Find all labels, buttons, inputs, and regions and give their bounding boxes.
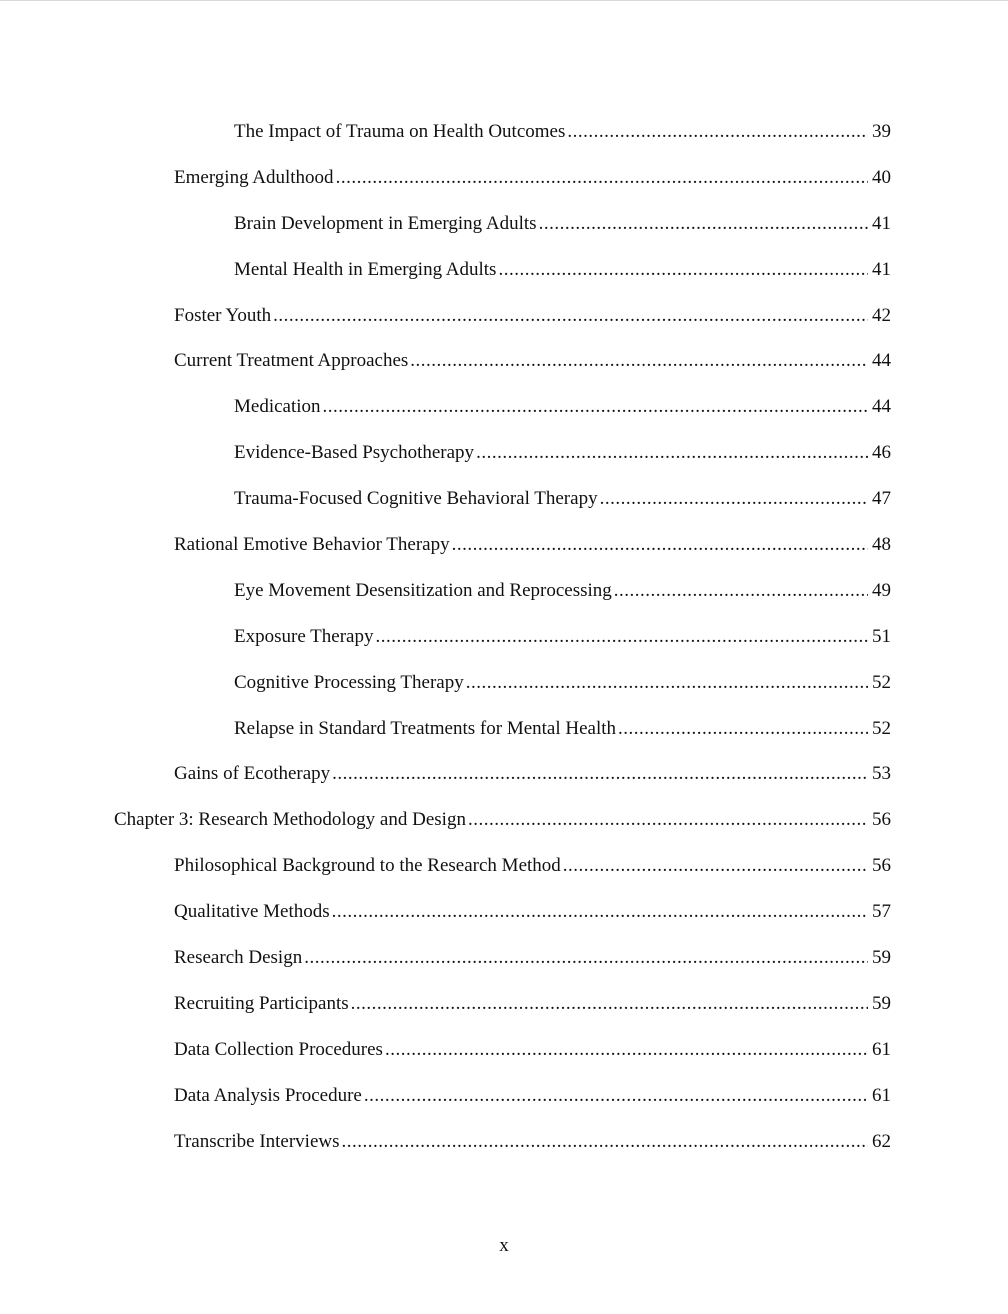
toc-entry-title: Eye Movement Desensitization and Reprocessing [234,568,614,614]
toc-entry-title: Data Analysis Procedure [174,1073,364,1119]
toc-entry [0,1027,1008,1073]
toc-dot-leader [452,522,868,568]
toc-entry [0,293,1008,339]
toc-entry [0,109,1008,155]
toc-entry-page: 47 [872,488,891,510]
toc-entry-title: Current Treatment Approaches [174,338,410,384]
toc-entry-title: Research Design [174,935,304,981]
toc-dot-leader [385,1027,868,1073]
toc-entry-page: 40 [872,166,891,188]
toc-entry-title: Evidence-Based Psychotherapy [234,430,476,476]
toc-dot-leader [375,614,868,660]
toc-entry-page: 56 [872,809,891,831]
toc-entry-page: 49 [872,579,891,601]
toc-entry-page: 51 [872,625,891,647]
toc-entry-page: 44 [872,350,891,372]
toc-entry-page: 52 [872,671,891,693]
toc-entry-page: 53 [872,763,891,785]
table-of-contents [0,109,1008,1164]
toc-entry [0,981,1008,1027]
toc-entry-title: Medication [234,384,323,430]
toc-entry [0,935,1008,981]
toc-entry-title: The Impact of Trauma on Health Outcomes [234,109,567,155]
toc-dot-leader [323,384,868,430]
toc-entry [0,797,1008,843]
toc-entry-title: Qualitative Methods [174,889,332,935]
toc-entry-page: 56 [872,855,891,877]
toc-entry [0,338,1008,384]
toc-entry-title: Trauma-Focused Cognitive Behavioral Therapy [234,476,600,522]
toc-entry-page: 52 [872,717,891,739]
toc-entry [0,706,1008,752]
toc-dot-leader [332,889,868,935]
toc-dot-leader [364,1073,868,1119]
toc-entry-page: 39 [872,121,891,142]
toc-dot-leader [342,1119,868,1165]
toc-entry [0,889,1008,935]
toc-dot-leader [600,476,868,522]
toc-entry [0,430,1008,476]
toc-dot-leader [468,797,868,843]
toc-entry [0,1073,1008,1119]
toc-dot-leader [304,935,868,981]
toc-dot-leader [410,338,868,384]
toc-entry-title: Gains of Ecotherapy [174,751,332,797]
toc-dot-leader [614,568,868,614]
toc-entry [0,843,1008,889]
toc-entry [0,522,1008,568]
toc-entry-page: 41 [872,258,891,280]
toc-entry-title: Chapter 3: Research Methodology and Design [114,797,468,843]
toc-entry-page: 57 [872,901,891,923]
toc-dot-leader [498,247,868,293]
toc-entry-page: 48 [872,534,891,556]
toc-dot-leader [563,843,868,889]
toc-entry-page: 59 [872,992,891,1014]
toc-entry-title: Recruiting Participants [174,981,351,1027]
toc-entry-title: Cognitive Processing Therapy [234,660,466,706]
toc-dot-leader [567,109,868,155]
toc-entry-title: Foster Youth [174,293,273,339]
toc-entry-title: Transcribe Interviews [174,1119,342,1165]
toc-dot-leader [466,660,868,706]
toc-entry [0,476,1008,522]
toc-entry-title: Rational Emotive Behavior Therapy [174,522,452,568]
page-number: x [499,1235,509,1256]
toc-dot-leader [618,706,868,752]
toc-dot-leader [273,293,868,339]
toc-entry-title: Emerging Adulthood [174,155,336,201]
toc-entry [0,614,1008,660]
toc-entry [0,1119,1008,1165]
toc-entry-title: Mental Health in Emerging Adults [234,247,498,293]
toc-entry-title: Relapse in Standard Treatments for Mental Health [234,706,618,752]
toc-entry-title: Brain Development in Emerging Adults [234,201,539,247]
toc-entry-title: Philosophical Background to the Research Method [174,843,563,889]
toc-entry [0,568,1008,614]
toc-entry-title: Exposure Therapy [234,614,375,660]
toc-entry-page: 61 [872,1038,891,1060]
toc-entry [0,660,1008,706]
toc-entry [0,384,1008,430]
toc-entry-page: 44 [872,396,891,418]
toc-entry-page: 62 [872,1130,891,1152]
toc-dot-leader [332,751,868,797]
toc-entry [0,247,1008,293]
toc-entry-page: 46 [872,442,891,464]
toc-entry-page: 42 [872,304,891,326]
toc-entry [0,155,1008,201]
toc-entry-page: 59 [872,947,891,969]
toc-dot-leader [539,201,868,247]
toc-entry [0,201,1008,247]
toc-entry [0,751,1008,797]
toc-dot-leader [351,981,868,1027]
toc-entry-title: Data Collection Procedures [174,1027,385,1073]
toc-dot-leader [336,155,868,201]
toc-entry-page: 41 [872,212,891,234]
toc-entry-page: 61 [872,1084,891,1106]
toc-dot-leader [476,430,868,476]
